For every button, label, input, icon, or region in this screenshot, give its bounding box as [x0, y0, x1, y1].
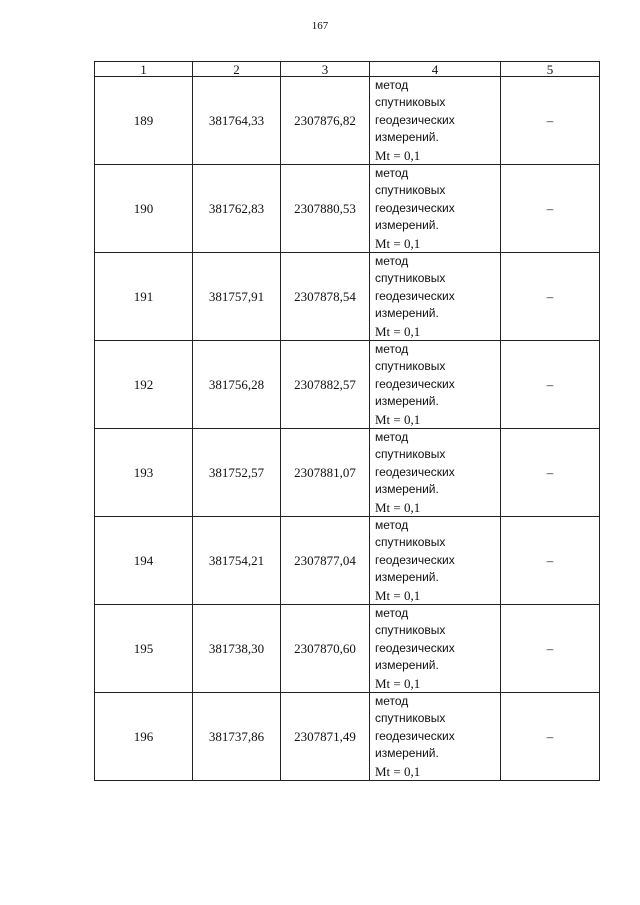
- point-number: 193: [95, 429, 193, 517]
- y-coordinate: 2307880,53: [281, 165, 370, 253]
- point-number: 189: [95, 77, 193, 165]
- method-description: метод спутниковых геодезических измерений.: [375, 78, 455, 145]
- x-coordinate: 381737,86: [193, 693, 281, 781]
- point-number: 194: [95, 517, 193, 605]
- accuracy-value: Mt = 0,1: [375, 147, 421, 163]
- table-row: [95, 77, 600, 165]
- table-row: [95, 429, 600, 517]
- method-cell: [370, 341, 501, 429]
- note-cell: –: [501, 605, 600, 693]
- x-coordinate: 381752,57: [193, 429, 281, 517]
- method-cell: [370, 605, 501, 693]
- method-description: метод спутниковых геодезических измерений.: [375, 606, 455, 673]
- x-coordinate: 381757,91: [193, 253, 281, 341]
- y-coordinate: 2307876,82: [281, 77, 370, 165]
- accuracy-value: Mt = 0,1: [375, 587, 421, 603]
- y-coordinate: 2307871,49: [281, 693, 370, 781]
- point-number: 190: [95, 165, 193, 253]
- x-coordinate: 381756,28: [193, 341, 281, 429]
- note-cell: –: [501, 165, 600, 253]
- coordinates-table: [94, 61, 600, 781]
- table-row: [95, 165, 600, 253]
- table-row: [95, 605, 600, 693]
- method-cell: [370, 165, 501, 253]
- x-coordinate: 381754,21: [193, 517, 281, 605]
- column-header-3: 3: [281, 62, 370, 77]
- accuracy-value: Mt = 0,1: [375, 323, 421, 339]
- accuracy-value: Mt = 0,1: [375, 675, 421, 691]
- method-cell: [370, 693, 501, 781]
- accuracy-value: Mt = 0,1: [375, 763, 421, 779]
- method-cell: [370, 429, 501, 517]
- table-row: [95, 341, 600, 429]
- y-coordinate: 2307877,04: [281, 517, 370, 605]
- table-row: [95, 517, 600, 605]
- method-description: метод спутниковых геодезических измерений.: [375, 518, 455, 585]
- method-description: метод спутниковых геодезических измерений.: [375, 254, 455, 321]
- note-cell: –: [501, 693, 600, 781]
- method-cell: [370, 253, 501, 341]
- point-number: 195: [95, 605, 193, 693]
- note-cell: –: [501, 517, 600, 605]
- y-coordinate: 2307878,54: [281, 253, 370, 341]
- column-header-1: 1: [95, 62, 193, 77]
- accuracy-value: Mt = 0,1: [375, 235, 421, 251]
- method-cell: [370, 77, 501, 165]
- y-coordinate: 2307881,07: [281, 429, 370, 517]
- method-description: метод спутниковых геодезических измерений.: [375, 694, 455, 761]
- header-row: [95, 62, 600, 77]
- y-coordinate: 2307882,57: [281, 341, 370, 429]
- accuracy-value: Mt = 0,1: [375, 411, 421, 427]
- accuracy-value: Mt = 0,1: [375, 499, 421, 515]
- column-header-4: 4: [370, 62, 501, 77]
- point-number: 192: [95, 341, 193, 429]
- x-coordinate: 381762,83: [193, 165, 281, 253]
- method-cell: [370, 517, 501, 605]
- point-number: 191: [95, 253, 193, 341]
- method-description: метод спутниковых геодезических измерений.: [375, 342, 455, 409]
- page-number: 167: [311, 20, 329, 32]
- table-row: [95, 693, 600, 781]
- table-body: [95, 77, 600, 781]
- column-header-5: 5: [501, 62, 600, 77]
- column-header-2: 2: [193, 62, 281, 77]
- x-coordinate: 381764,33: [193, 77, 281, 165]
- point-number: 196: [95, 693, 193, 781]
- method-description: метод спутниковых геодезических измерений.: [375, 166, 455, 233]
- table-row: [95, 253, 600, 341]
- method-description: метод спутниковых геодезических измерений.: [375, 430, 455, 497]
- note-cell: –: [501, 429, 600, 517]
- x-coordinate: 381738,30: [193, 605, 281, 693]
- note-cell: –: [501, 341, 600, 429]
- y-coordinate: 2307870,60: [281, 605, 370, 693]
- note-cell: –: [501, 253, 600, 341]
- table-header: [95, 62, 600, 77]
- note-cell: –: [501, 77, 600, 165]
